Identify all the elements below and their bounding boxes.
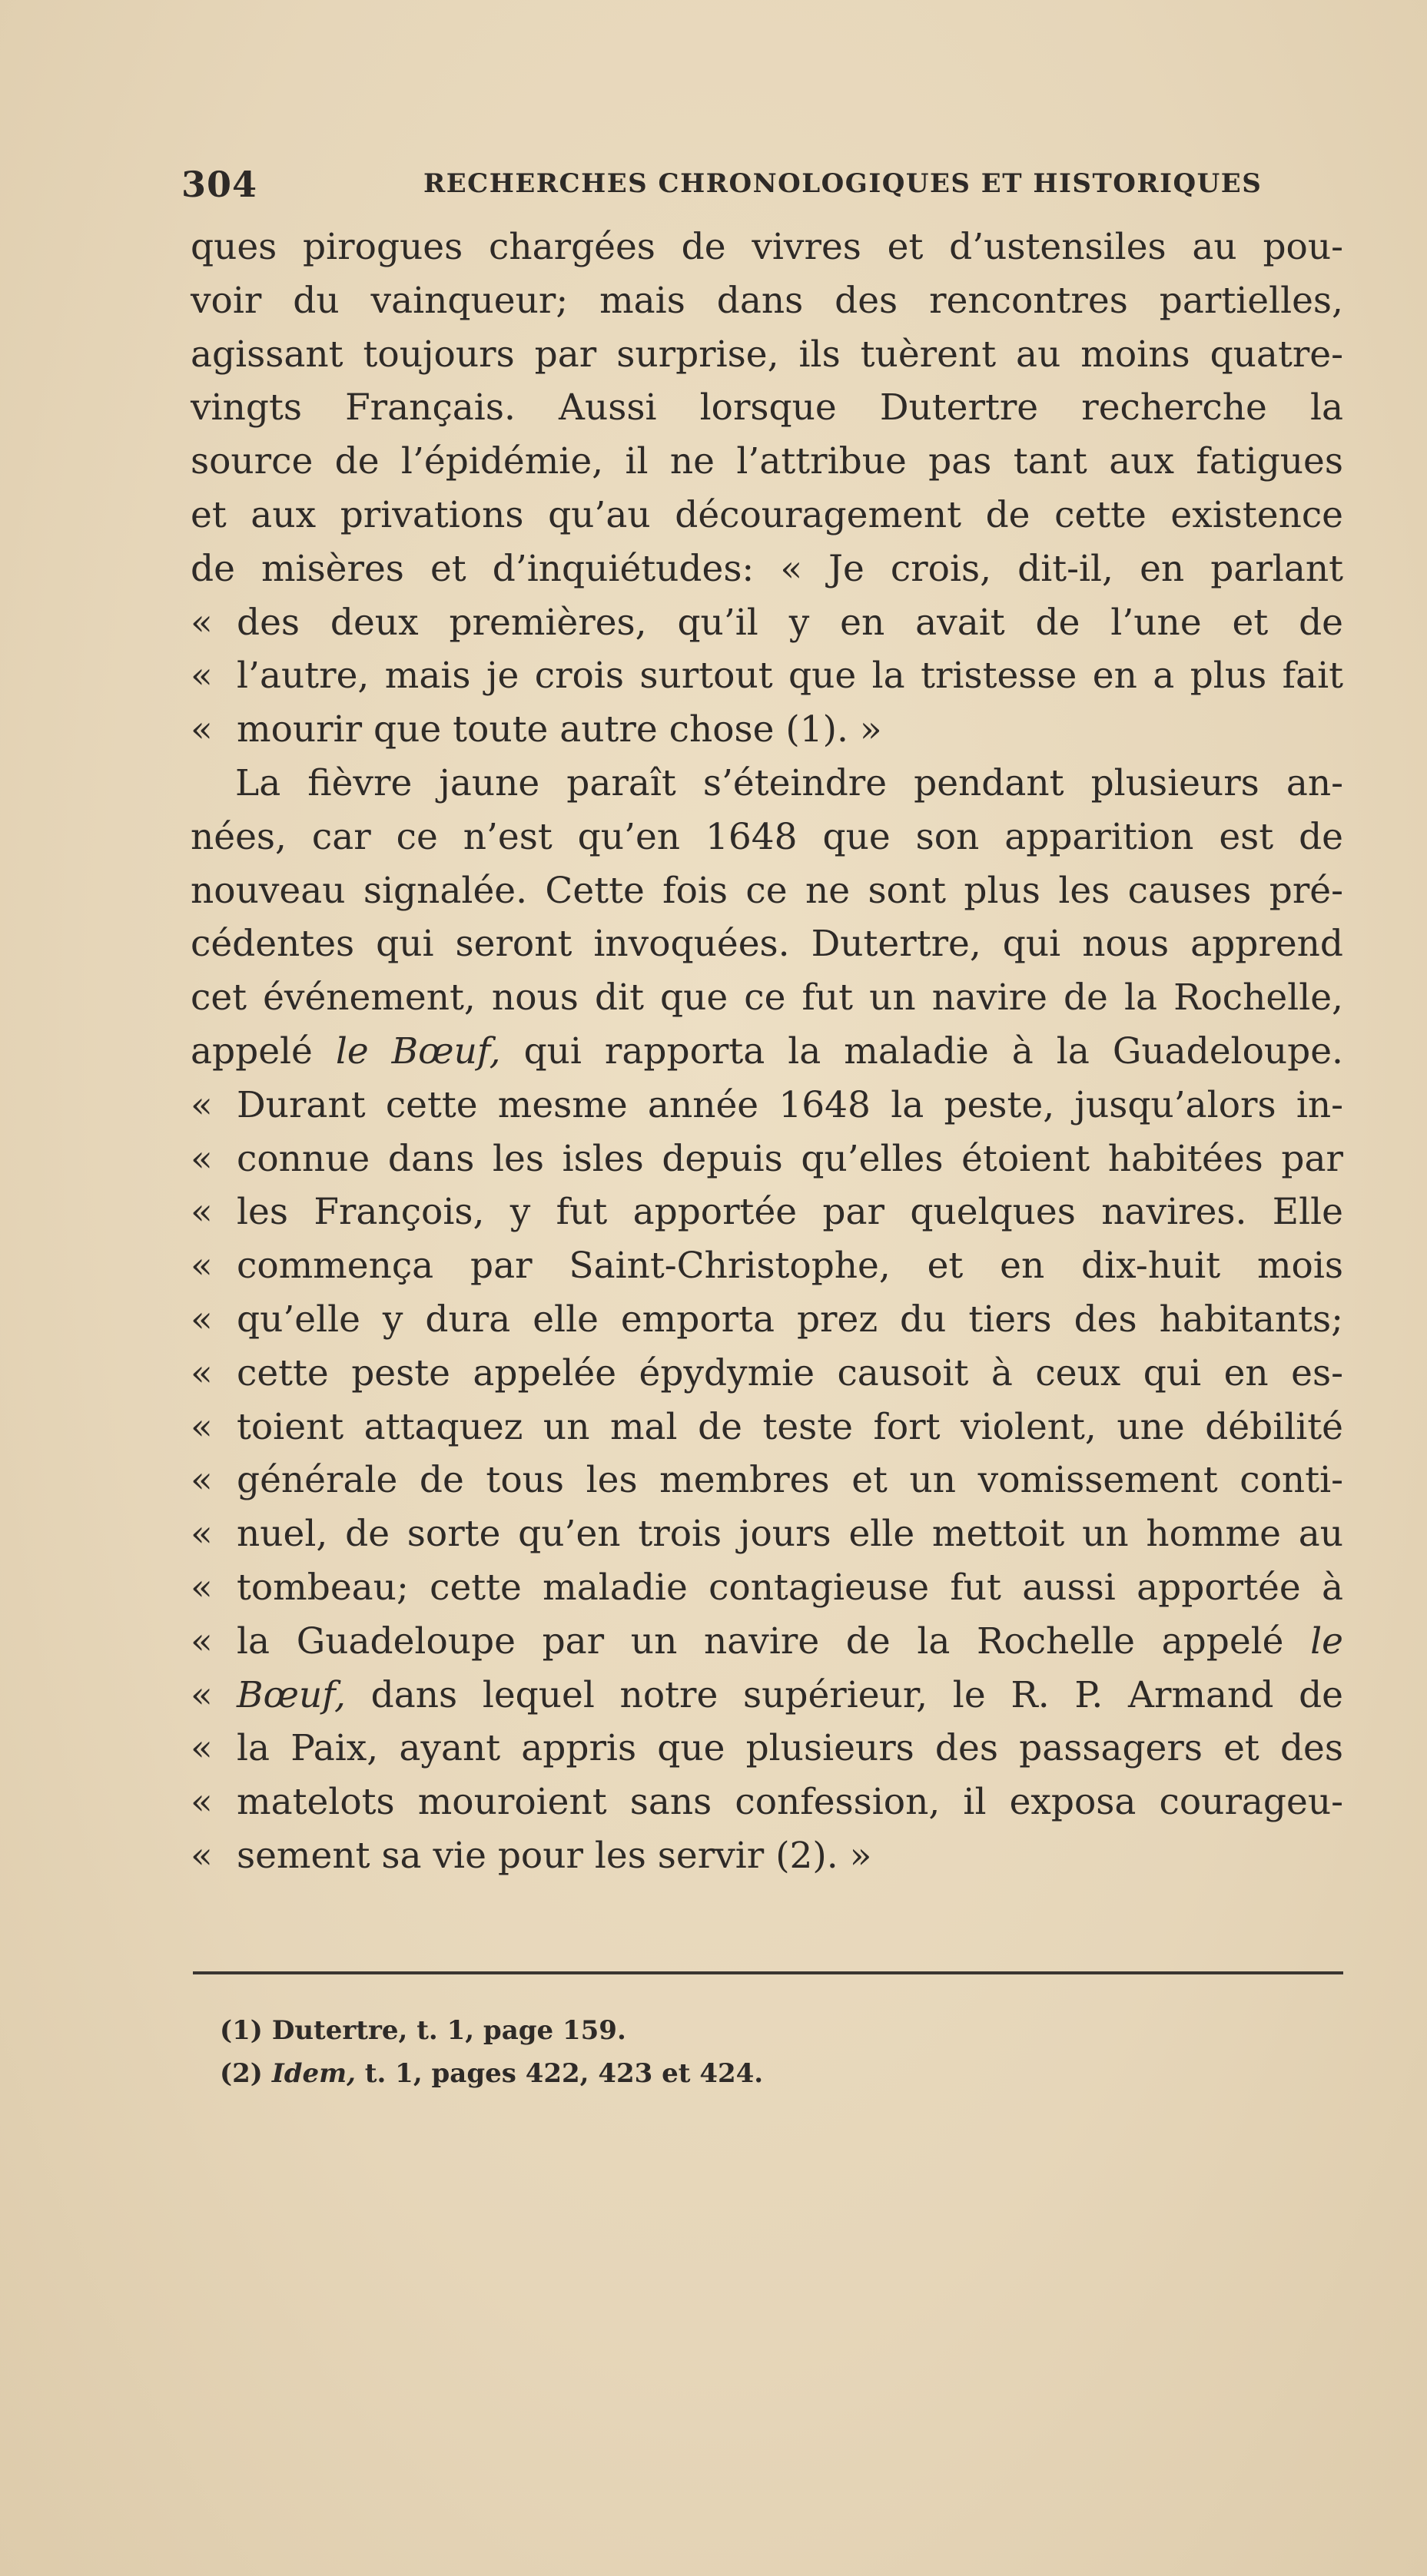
text-line: voir du vainqueur; mais dans des rencontres partielles, [191,279,1343,322]
quote-text: générale de tous les membres et un vomissement conti- [237,1459,1343,1502]
ship-name: Bœuf, [237,1673,346,1716]
quote-text: matelots mouroient sans confession, il exposa courageu- [237,1781,1343,1824]
quote-text: connue dans les isles depuis qu’elles étoient habitées par [237,1137,1343,1180]
text-line: cet événement, nous dit que ce fut un navire de la Rochelle, [191,976,1343,1019]
text-segment: appelé [191,1029,336,1073]
quote-mark: « [191,708,213,751]
text-line: ques pirogues chargées de vivres et d’ustensiles au pou- [191,226,1343,268]
quote-line [191,1615,1343,1669]
text-line: source de l’épidémie, il ne l’attribue pas tant aux fatigues [191,440,1343,483]
quote-mark: « [191,601,213,644]
footnote-rule [193,1971,1343,1974]
quote-text: commença par Saint-Christophe, et en dix-huit mois [237,1245,1343,1288]
footnotes [220,2009,763,2095]
quote-line [191,649,1343,703]
footnote-label: (1) [220,2015,263,2046]
quote-line [191,1239,1343,1293]
quote-text: toient attaquez un mal de teste fort violent, une débilité [237,1405,1343,1448]
quote-text: cette peste appelée épydymie causoit à ceux qui en es- [237,1351,1343,1394]
quote-mark: « [191,1513,213,1556]
quote-line [191,1079,1343,1132]
quote-mark: « [191,1781,213,1824]
quote-mark: « [191,1137,213,1180]
quote-line [191,1401,1343,1454]
quote-mark: « [191,1459,213,1502]
quote-line [191,1669,1343,1722]
quote-mark: « [191,1566,213,1609]
ship-name: le Bœuf, [335,1029,501,1073]
running-head [181,164,1263,210]
text-line: de misères et d’inquiétudes: « Je crois, dit-il, en parlant [191,547,1343,590]
running-title: RECHERCHES CHRONOLOGIQUES ET HISTORIQUES [423,168,1263,199]
text-line: et aux privations qu’au découragement de cette existence [191,493,1343,536]
quote-mark: « [191,1673,213,1716]
quote-mark: « [191,1727,213,1770]
quote-text: la Guadeloupe par un navire de la Rochelle appelé [237,1620,1311,1663]
quote-text: qu’elle y dura elle emporta prez du tiers des habitants; [237,1298,1343,1341]
text-line: cédentes qui seront invoquées. Dutertre, qui nous apprend [191,923,1343,966]
quote-line [191,1293,1343,1347]
quote-mark: « [191,1083,213,1126]
ship-name: le [1310,1620,1343,1663]
quote-mark: « [191,1620,213,1663]
text-line: La fièvre jaune paraît s’éteindre pendant plusieurs an- [235,761,1343,804]
footnote-text: Dutertre, t. 1, page 159. [271,2015,626,2046]
quote-mark: « [191,1298,213,1341]
text-line: nouveau signalée. Cette fois ce ne sont plus les causes pré- [191,869,1343,912]
text-line: vingts Français. Aussi lorsque Dutertre recherche la [191,386,1343,429]
quote-text: sement sa vie pour les servir (2). » [237,1834,872,1877]
quote-mark: « [191,655,213,698]
quote-line [191,1507,1343,1561]
quote-line [191,1722,1343,1775]
text-line: nées, car ce n’est qu’en 1648 que son apparition est de [191,815,1343,858]
quote-text: tombeau; cette maladie contagieuse fut aussi apportée à [237,1566,1343,1609]
text-segment: qui rapporta la maladie à la Guadeloupe. [500,1029,1343,1073]
quote-line [191,703,1343,757]
quote-text: des deux premières, qu’il y en avait de l’une et de [237,601,1343,644]
quote-line [191,1132,1343,1186]
footnote-idem: Idem, [271,2058,356,2089]
quote-mark: « [191,1351,213,1394]
quote-text: l’autre, mais je crois surtout que la tristesse en a plus fait [237,655,1343,698]
text-line: agissant toujours par surprise, ils tuèrent au moins quatre- [191,333,1343,376]
quote-text: mourir que toute autre chose (1). » [237,708,882,751]
quote-mark: « [191,1405,213,1448]
quote-text: les François, y fut apportée par quelques navires. Elle [237,1191,1343,1234]
quote-text: la Paix, ayant appris que plusieurs des passagers et des [237,1727,1343,1770]
quote-text: nuel, de sorte qu’en trois jours elle mettoit un homme au [237,1513,1343,1556]
footnote-text: t. 1, pages 422, 423 et 424. [355,2058,764,2089]
quote-text: Durant cette mesme année 1648 la peste, jusqu’alors in- [237,1083,1343,1126]
quote-mark: « [191,1834,213,1877]
quote-line [191,1347,1343,1401]
footnote-label: (2) [220,2058,263,2089]
footnote [220,2052,763,2095]
quote-line [191,596,1343,650]
quote-line [191,1454,1343,1507]
page-number: 304 [181,164,258,205]
body-text [191,220,1343,1883]
quote-line [191,1561,1343,1615]
quote-line [191,1185,1343,1239]
quote-line [191,1829,1343,1883]
text-line [191,1025,1343,1079]
quote-text: dans lequel notre supérieur, le R. P. Armand de [345,1673,1343,1716]
quote-mark: « [191,1191,213,1234]
footnote [220,2009,763,2052]
quote-line [191,1775,1343,1829]
quote-mark: « [191,1245,213,1288]
